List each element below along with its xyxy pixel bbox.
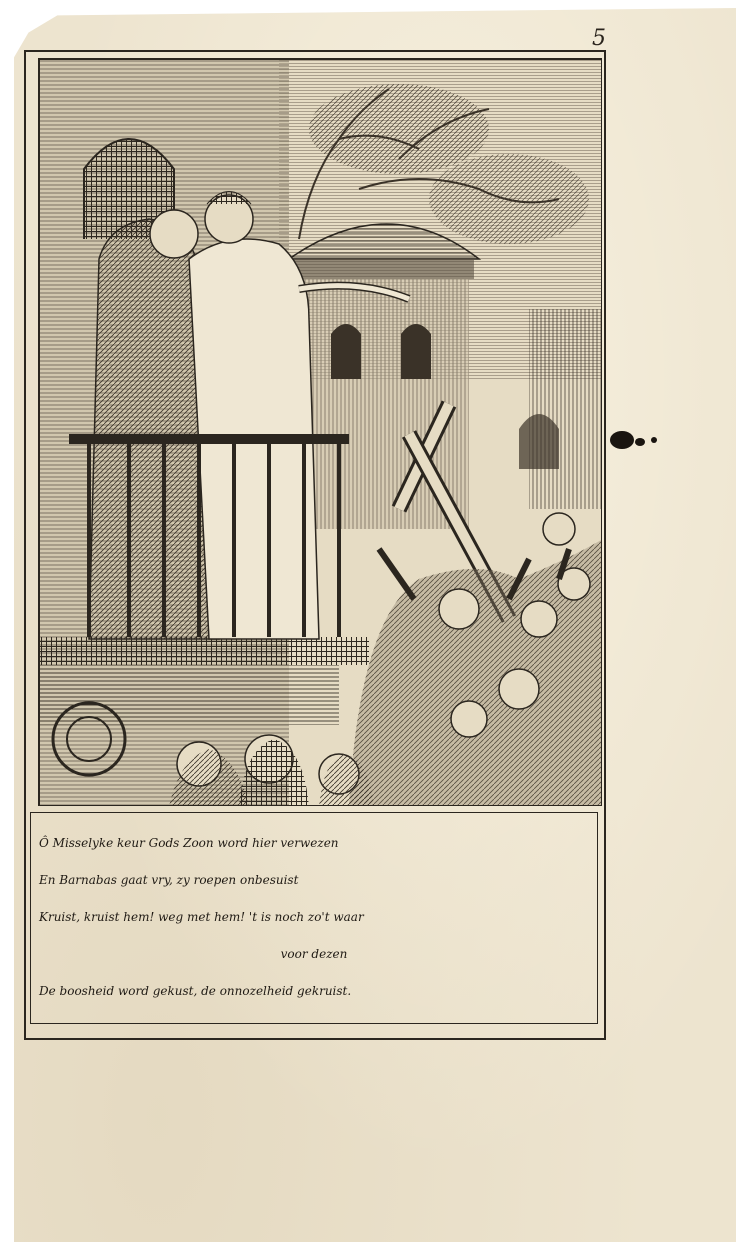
page-number: 5: [592, 26, 606, 51]
engraving-illustration: [38, 58, 602, 806]
caption-line-2: En Barnabas gaat vry, zy roepen onbesuist: [39, 873, 299, 887]
caption-line-1: Ô Misselyke keur Gods Zoon word hier verwezen: [39, 836, 339, 850]
ink-stain: [606, 428, 662, 452]
caption-line-3: Kruist, kruist hem! weg met hem! 't is noch zo't waar: [39, 910, 364, 924]
caption-box: [30, 812, 598, 1024]
caption-line-4: voor dezen: [280, 947, 348, 961]
caption-line-5: De boosheid word gekust, de onnozelheid gekruist.: [39, 984, 352, 998]
